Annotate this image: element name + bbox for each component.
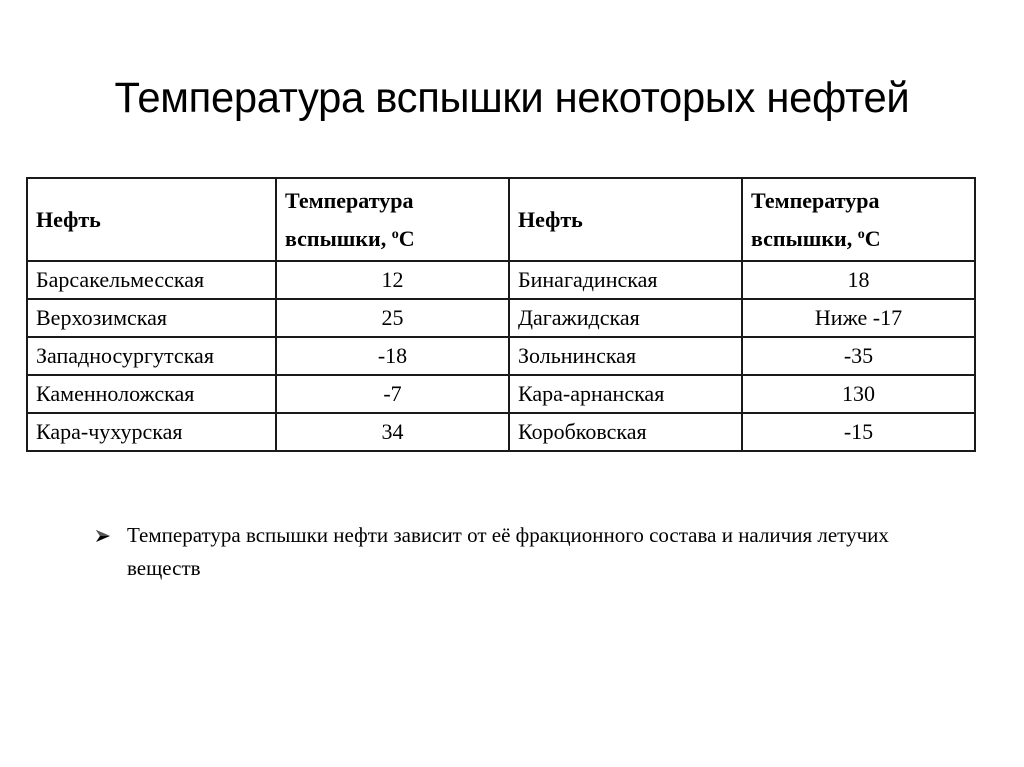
oil-name-cell: Бинагадинская bbox=[509, 261, 742, 299]
bullet-text: Температура вспышки нефти зависит от её фракционного состава и наличия летучих веществ bbox=[127, 523, 889, 580]
flash-point-cell: -15 bbox=[742, 413, 975, 451]
header-temp-right-line2: вспышки, bbox=[751, 225, 858, 251]
arrowhead-bullet-icon bbox=[95, 529, 111, 543]
table-row bbox=[27, 413, 975, 451]
flash-point-table bbox=[26, 177, 976, 452]
flash-point-cell: -35 bbox=[742, 337, 975, 375]
flash-point-cell: 130 bbox=[742, 375, 975, 413]
flash-point-cell: 12 bbox=[276, 261, 509, 299]
table-header-row bbox=[27, 178, 975, 261]
header-temp-left-line2: вспышки, bbox=[285, 225, 392, 251]
table-row bbox=[27, 299, 975, 337]
table-row bbox=[27, 337, 975, 375]
slide-title: Температура вспышки некоторых нефтей bbox=[114, 74, 910, 122]
table-row bbox=[27, 261, 975, 299]
header-temp-right-unit: C bbox=[864, 225, 881, 251]
bullet-item bbox=[95, 519, 915, 585]
header-temp-left-unit: C bbox=[398, 225, 415, 251]
oil-name-cell: Западносургутская bbox=[27, 337, 276, 375]
flash-point-cell: 25 bbox=[276, 299, 509, 337]
degree-symbol: o bbox=[391, 226, 399, 242]
flash-point-cell: -7 bbox=[276, 375, 509, 413]
oil-name-cell: Коробковская bbox=[509, 413, 742, 451]
flash-point-cell: Ниже -17 bbox=[742, 299, 975, 337]
oil-name-cell: Верхозимская bbox=[27, 299, 276, 337]
oil-name-cell: Барсакельмесская bbox=[27, 261, 276, 299]
header-oil-left: Нефть bbox=[27, 178, 276, 261]
oil-name-cell: Кара-чухурская bbox=[27, 413, 276, 451]
oil-name-cell: Зольнинская bbox=[509, 337, 742, 375]
flash-point-cell: -18 bbox=[276, 337, 509, 375]
header-temp-right-line1: Температура bbox=[751, 187, 880, 213]
oil-name-cell: Дагажидская bbox=[509, 299, 742, 337]
oil-name-cell: Кара-арнанская bbox=[509, 375, 742, 413]
header-oil-right: Нефть bbox=[509, 178, 742, 261]
header-temp-left bbox=[276, 178, 509, 261]
oil-name-cell: Каменноложская bbox=[27, 375, 276, 413]
header-temp-left-line1: Температура bbox=[285, 187, 414, 213]
degree-symbol: o bbox=[857, 226, 865, 242]
header-temp-right bbox=[742, 178, 975, 261]
bullet-list bbox=[95, 519, 915, 585]
table-row bbox=[27, 375, 975, 413]
flash-point-cell: 18 bbox=[742, 261, 975, 299]
flash-point-cell: 34 bbox=[276, 413, 509, 451]
